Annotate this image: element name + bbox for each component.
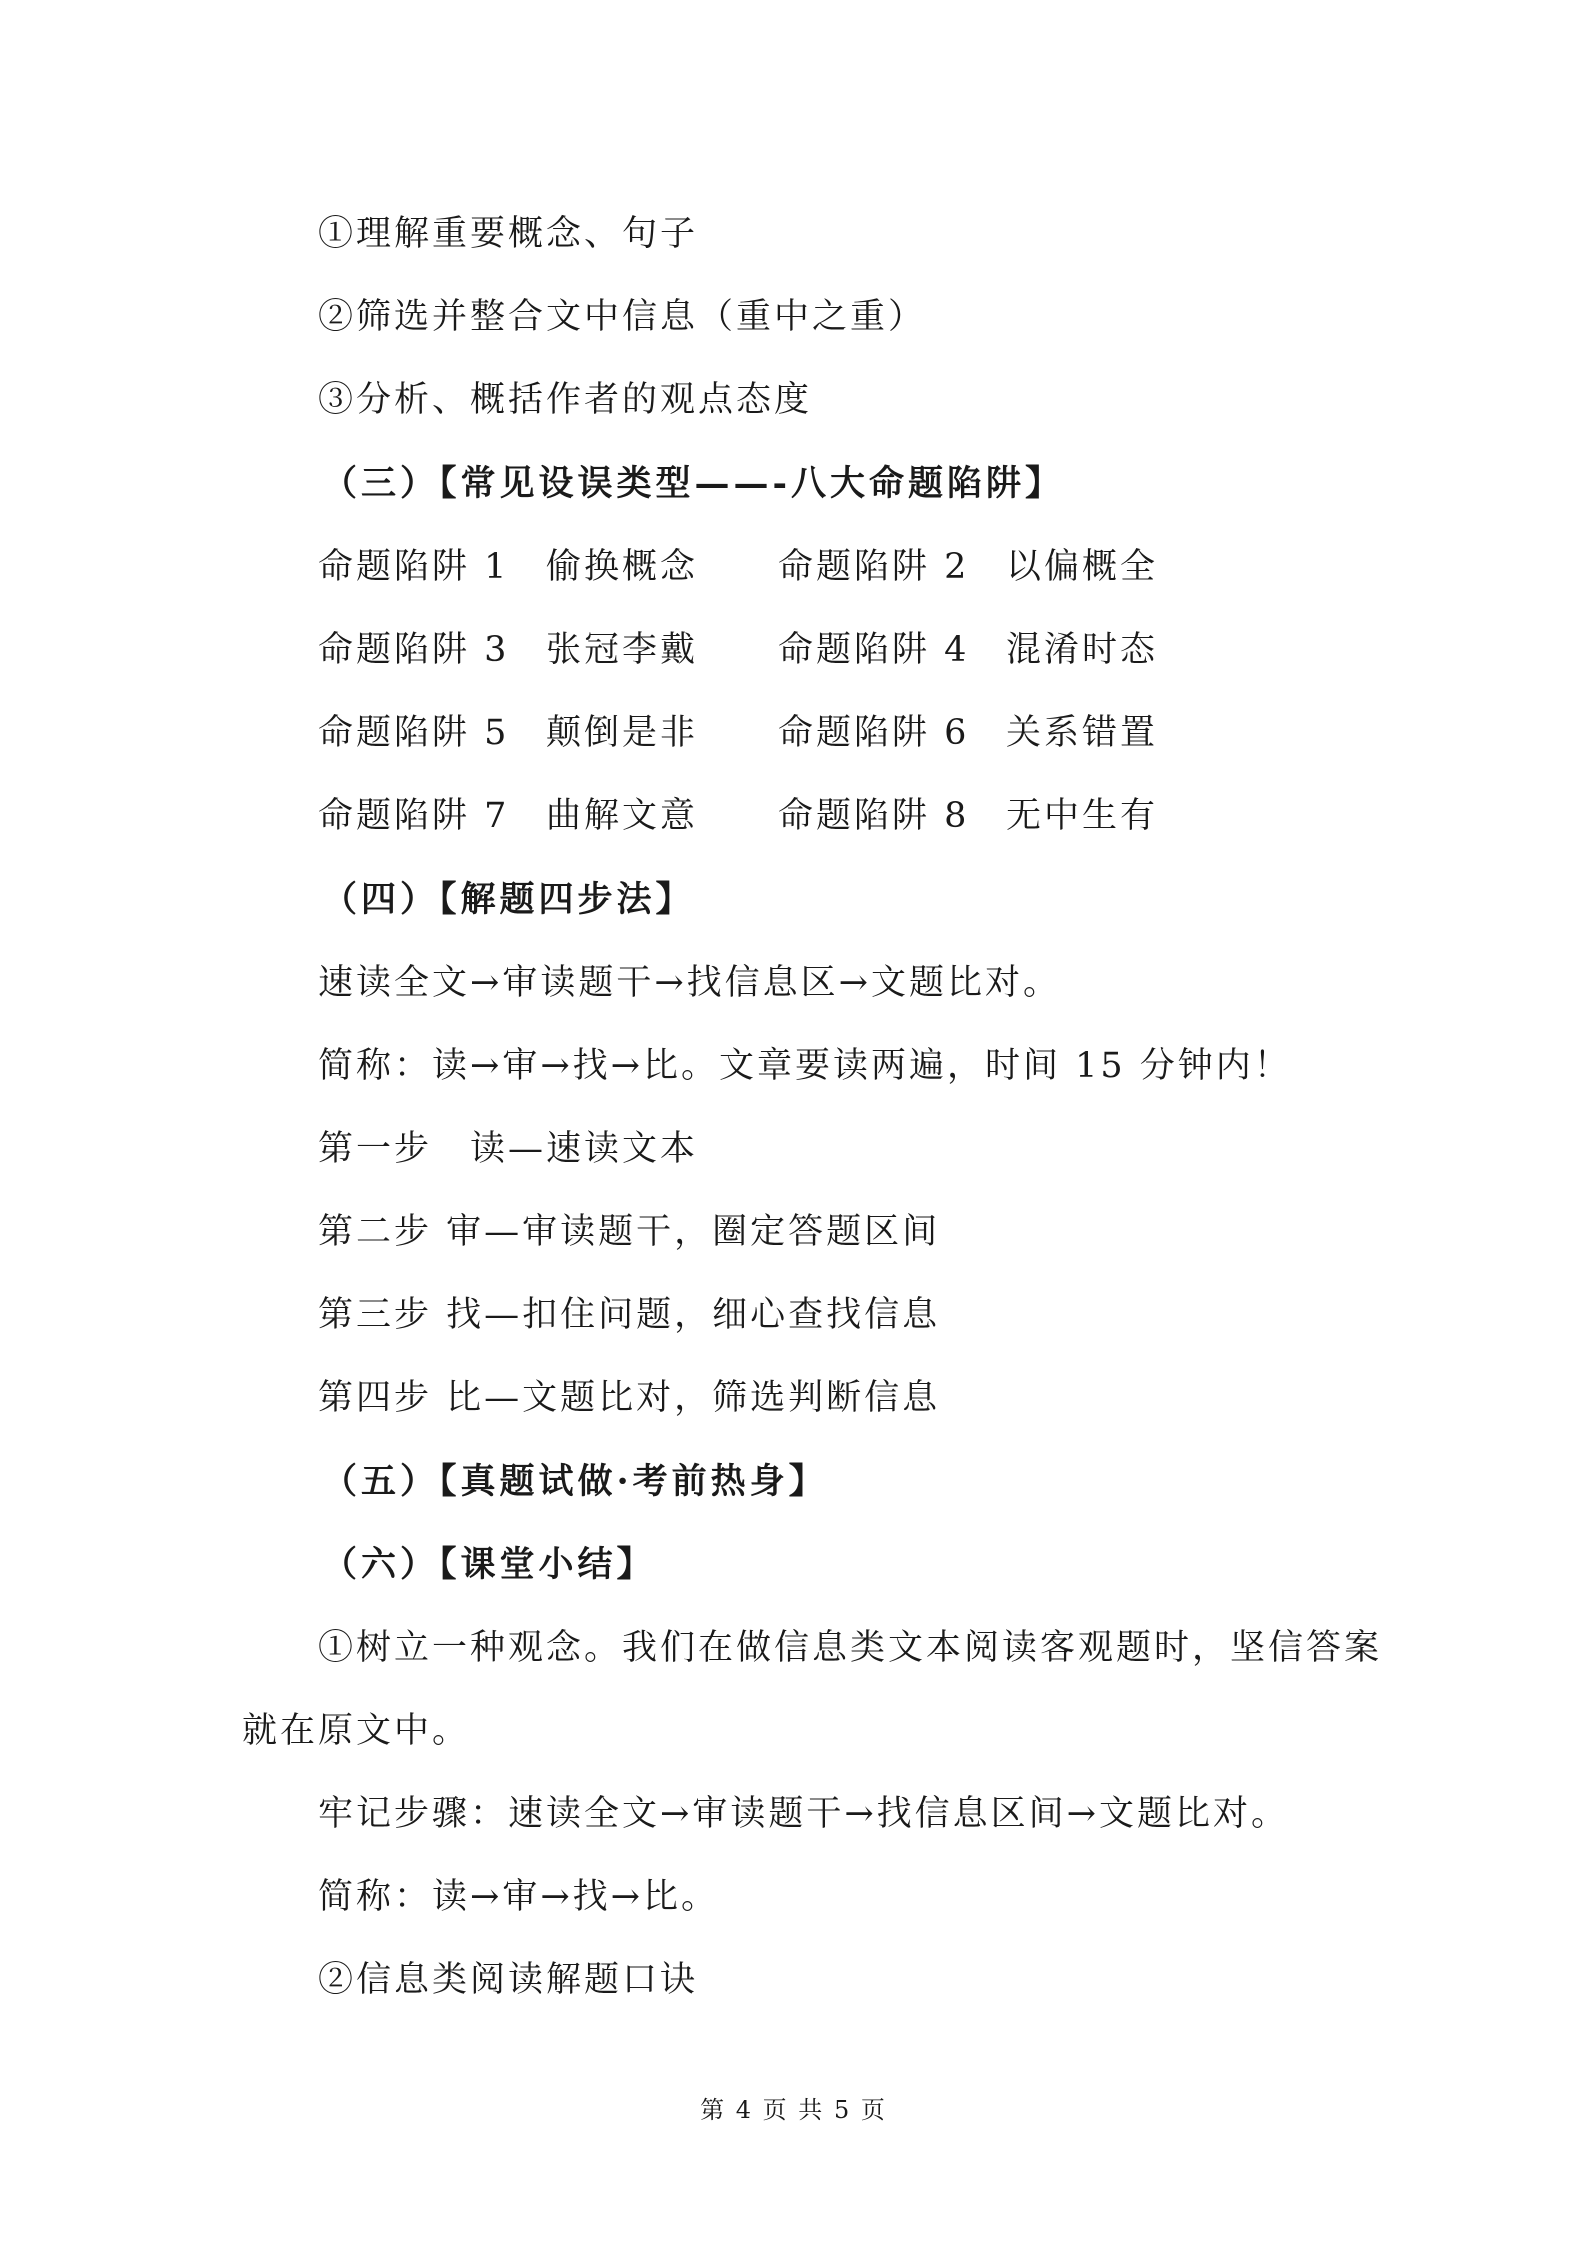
section4-line: 速读全文→审读题干→找信息区→文题比对。	[318, 963, 1061, 1003]
trap-item	[778, 794, 1158, 838]
trap-item	[318, 711, 698, 755]
trap-label: 命题陷阱 6	[778, 713, 970, 753]
section3-heading: （三）【常见设误类型——-八大命题陷阱】	[322, 463, 1065, 504]
trap-name: 无中生有	[1006, 796, 1159, 836]
summary-line: 牢记步骤：速读全文→审读题干→找信息区间→文题比对。	[318, 1794, 1289, 1834]
page-number-footer: 第 4 页 共 5 页	[700, 2096, 887, 2124]
trap-item	[778, 545, 1158, 589]
summary-paragraph-line1: ①树立一种观念。我们在做信息类文本阅读客观题时，坚信答案	[318, 1628, 1383, 1668]
step-3: 第三步 找—扣住问题，细心查找信息	[318, 1295, 941, 1335]
summary-line: ②信息类阅读解题口诀	[318, 1960, 699, 2000]
trap-item	[778, 628, 1158, 672]
section5-heading: （五）【真题试做·考前热身】	[322, 1461, 828, 1502]
trap-label: 命题陷阱 7	[318, 796, 510, 836]
intro-point-1: ①理解重要概念、句子	[318, 214, 699, 254]
step-2: 第二步 审—审读题干，圈定答题区间	[318, 1212, 941, 1252]
trap-item	[318, 545, 698, 589]
step-1: 第一步 读—速读文本	[318, 1129, 699, 1169]
summary-paragraph-line2: 就在原文中。	[242, 1711, 471, 1751]
trap-label: 命题陷阱 1	[318, 547, 510, 587]
trap-name: 以偏概全	[1006, 547, 1159, 587]
trap-label: 命题陷阱 4	[778, 630, 970, 670]
trap-item	[318, 628, 698, 672]
intro-point-2: ②筛选并整合文中信息（重中之重）	[318, 297, 927, 337]
trap-label: 命题陷阱 3	[318, 630, 510, 670]
section4-heading: （四）【解题四步法】	[322, 879, 695, 920]
trap-item	[778, 711, 1158, 755]
trap-name: 曲解文意	[546, 796, 699, 836]
trap-label: 命题陷阱 2	[778, 547, 970, 587]
trap-name: 偷换概念	[546, 547, 699, 587]
step-4: 第四步 比—文题比对，筛选判断信息	[318, 1378, 941, 1418]
trap-label: 命题陷阱 8	[778, 796, 970, 836]
trap-label: 命题陷阱 5	[318, 713, 510, 753]
summary-line: 简称：读→审→找→比。	[318, 1877, 719, 1917]
trap-item	[318, 794, 698, 838]
trap-name: 张冠李戴	[546, 630, 699, 670]
trap-name: 关系错置	[1006, 713, 1159, 753]
section4-line: 简称：读→审→找→比。文章要读两遍，时间 15 分钟内！	[318, 1046, 1292, 1086]
trap-name: 混淆时态	[1006, 630, 1159, 670]
trap-name: 颠倒是非	[546, 713, 699, 753]
section6-heading: （六）【课堂小结】	[322, 1544, 656, 1585]
intro-point-3: ③分析、概括作者的观点态度	[318, 380, 813, 420]
